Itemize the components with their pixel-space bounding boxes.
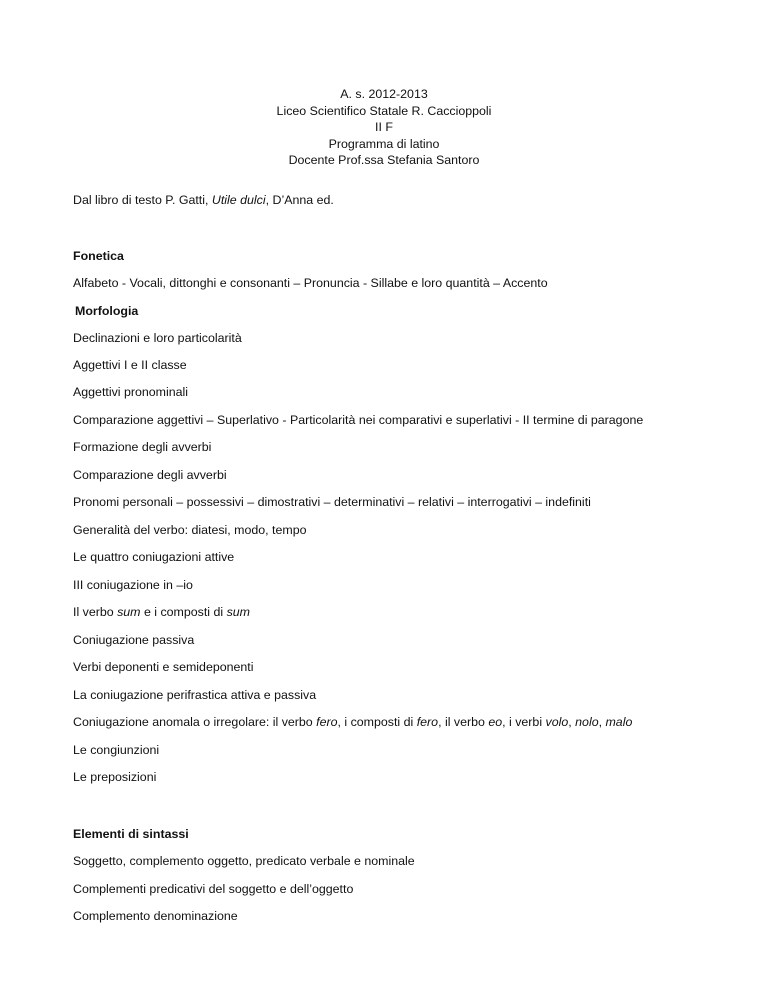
list-item: Comparazione degli avverbi: [73, 468, 227, 482]
section-heading-morfologia: Morfologia: [75, 304, 139, 318]
textbook-title: Utile dulci: [211, 193, 266, 207]
list-item: Le preposizioni: [73, 770, 157, 784]
text-span: , i composti di: [337, 715, 417, 729]
text-span: ,: [568, 715, 576, 729]
latin-word: malo: [605, 715, 633, 729]
text-span: , il verbo: [438, 715, 489, 729]
list-item: Soggetto, complemento oggetto, predicato verbale e nominale: [73, 854, 415, 868]
latin-word: sum: [226, 605, 251, 619]
textbook-suffix: , D’Anna ed.: [265, 193, 334, 207]
list-item: Pronomi personali – possessivi – dimostrativi – determinativi – relativi – interrogativi – indefiniti: [73, 495, 591, 509]
program-title: Programma di latino: [328, 136, 440, 151]
list-item: Aggettivi I e II classe: [73, 358, 187, 372]
latin-word: eo: [488, 715, 503, 729]
latin-word: fero: [416, 715, 439, 729]
list-item: Le congiunzioni: [73, 743, 160, 757]
textbook-prefix: Dal libro di testo P. Gatti,: [73, 193, 212, 207]
section-heading-sintassi: Elementi di sintassi: [73, 827, 189, 841]
section-heading-fonetica: Fonetica: [73, 249, 124, 263]
list-item: Generalità del verbo: diatesi, modo, tempo: [73, 523, 307, 537]
text-span: Coniugazione anomala o irregolare: il verbo: [73, 715, 317, 729]
text-span: , i verbi: [502, 715, 546, 729]
list-item: Comparazione aggettivi – Superlativo - Particolarità nei comparativi e superlativi - II termine di paragone: [73, 413, 644, 427]
text-span: Il verbo: [73, 605, 118, 619]
list-item: Coniugazione passiva: [73, 633, 195, 647]
list-item-coniugazione-anomala: [73, 714, 632, 730]
fonetica-text: Alfabeto - Vocali, dittonghi e consonanti – Pronuncia - Sillabe e loro quantità – Accento: [73, 276, 548, 290]
list-item: Declinazioni e loro particolarità: [73, 331, 242, 345]
list-item: Formazione degli avverbi: [73, 440, 212, 454]
text-span: e i composti di: [140, 605, 227, 619]
list-item: Le quattro coniugazioni attive: [73, 550, 235, 564]
list-item: La coniugazione perifrastica attiva e passiva: [73, 688, 317, 702]
list-item: III coniugazione in –io: [73, 578, 193, 592]
latin-word: nolo: [575, 715, 599, 729]
class-name: II F: [375, 120, 393, 135]
school-name: Liceo Scientifico Statale R. Caccioppoli: [276, 103, 492, 118]
list-item: Aggettivi pronominali: [73, 385, 189, 399]
list-item: Complementi predicativi del soggetto e dell’oggetto: [73, 882, 354, 896]
teacher-name: Docente Prof.ssa Stefania Santoro: [288, 153, 480, 168]
latin-word: sum: [117, 605, 141, 619]
list-item-verbo-sum: [73, 604, 250, 620]
text-span: ,: [598, 715, 606, 729]
latin-word: fero: [316, 715, 338, 729]
list-item: Verbi deponenti e semideponenti: [73, 660, 254, 674]
textbook-line: [73, 192, 334, 208]
document-header: [0, 86, 768, 169]
list-item: Complemento denominazione: [73, 909, 238, 923]
school-year: A. s. 2012-2013: [340, 87, 428, 101]
latin-word: volo: [545, 715, 569, 729]
